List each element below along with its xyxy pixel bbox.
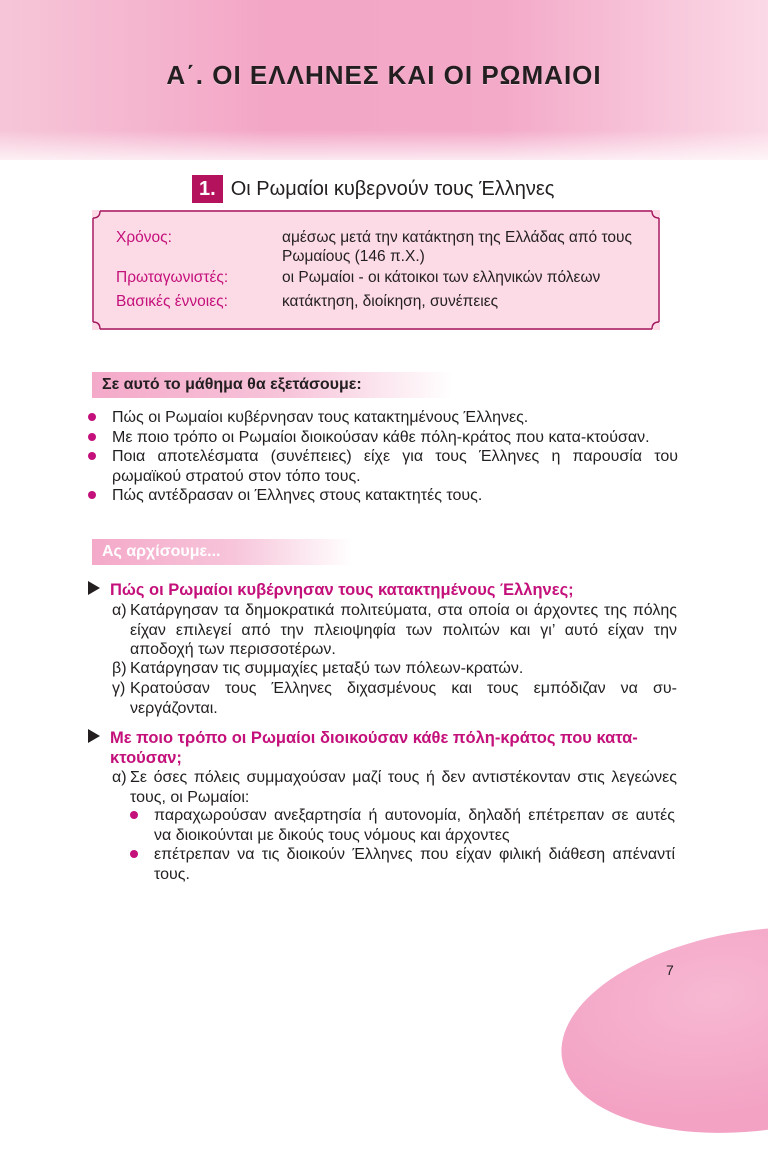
info-value: οι Ρωμαίοι - οι κάτοικοι των ελληνικών πόλεων — [282, 269, 601, 286]
question-1-text: Πώς οι Ρωμαίοι κυβέρνησαν τους κατακτημένους Έλληνες; — [110, 581, 574, 599]
list-item-text: Πώς οι Ρωμαίοι κυβέρνησαν τους κατακτημένους Έλληνες. — [112, 409, 529, 426]
arrow-right-icon — [88, 729, 100, 743]
answer-text: Κρατούσαν τους Έλληνες διχασμένους και τους εμπόδιζαν να συ-νεργάζονται. — [130, 680, 677, 717]
info-value: αμέσως μετά την κατάκτηση της Ελλάδας από τους Ρωμαίους (146 π.Χ.) — [282, 229, 632, 265]
info-box — [92, 210, 660, 330]
sub-bullet — [130, 845, 675, 884]
header-fade — [0, 130, 768, 170]
list-item — [88, 447, 678, 486]
page-number: 7 — [666, 962, 674, 978]
examine-bullet-list — [88, 408, 678, 506]
answer-letter: α) — [112, 602, 127, 619]
answer-letter: α) — [112, 769, 127, 786]
answer-text: Κατάργησαν τις συμμαχίες μεταξύ των πόλεων-κρατών. — [130, 660, 524, 677]
lesson-title — [192, 174, 554, 204]
info-label: Πρωταγωνιστές: — [116, 269, 229, 286]
question-2 — [88, 728, 688, 768]
answer-letter: γ) — [112, 680, 126, 697]
bullet-icon — [88, 452, 96, 460]
list-item — [88, 486, 678, 506]
list-item — [88, 408, 678, 428]
bullet-icon — [130, 850, 138, 858]
question-2-text: Με ποιο τρόπο οι Ρωμαίοι διοικούσαν κάθε πόλη-κράτος που κατα-κτούσαν; — [110, 729, 638, 767]
answer-b — [112, 659, 677, 679]
info-value: κατάκτηση, διοίκηση, συνέπειες — [282, 293, 499, 310]
list-item — [88, 428, 678, 448]
corner-decoration — [548, 903, 768, 1157]
answer-text: Σε όσες πόλεις συμμαχούσαν μαζί τους ή δεν αντιστέκονταν στις λεγεώνες τους, οι Ρωμαίοι: — [130, 769, 677, 806]
sub-bullet-text: παραχωρούσαν ανεξαρτησία ή αυτονομία, δηλαδή επέτρεπαν σε αυτές να διοικούνται με δικούς τους νόμους και άρχοντες — [154, 807, 675, 844]
answer-a — [112, 601, 677, 660]
bullet-icon — [88, 413, 96, 421]
sub-bullet — [130, 806, 675, 845]
section-heading-examine: Σε αυτό το μάθημα θα εξετάσουμε: — [92, 372, 452, 398]
question-1 — [88, 580, 688, 600]
answer-a — [112, 768, 677, 807]
arrow-right-icon — [88, 581, 100, 595]
info-label: Βασικές έννοιες: — [116, 293, 228, 310]
list-item-text: Με ποιο τρόπο οι Ρωμαίοι διοικούσαν κάθε πόλη-κράτος που κατα-κτούσαν. — [112, 428, 650, 446]
bullet-icon — [88, 491, 96, 499]
list-item-text: Πώς αντέδρασαν οι Έλληνες στους κατακτητές τους. — [112, 487, 483, 504]
answer-text: Κατάργησαν τα δημοκρατικά πολιτεύματα, στα οποία οι άρχοντες της πόλης είχαν επιλεγεί από την πλειοψηφία των πολιτών και γι’ αυτό είχαν την αποδοχή των περισσοτέρων. — [130, 602, 677, 658]
info-label: Χρόνος: — [116, 229, 172, 246]
sub-bullet-text: επέτρεπαν να τις διοικούν Έλληνες που είχαν φιλική διάθεση απέναντί τους. — [154, 846, 675, 883]
answer-c — [112, 679, 677, 718]
lesson-title-text: Οι Ρωμαίοι κυβερνούν τους Έλληνες — [230, 177, 555, 200]
section-heading-start: Ας αρχίσουμε... — [92, 539, 352, 565]
list-item-text: Ποια αποτελέσματα (συνέπειες) είχε για τους Έλληνες η παρουσία του ρωμαϊκού στρατού στον τόπο τους. — [112, 448, 678, 485]
bullet-icon — [130, 811, 138, 819]
chapter-title: Α΄. ΟΙ ΕΛΛΗΝΕΣ ΚΑΙ ΟΙ ΡΩΜΑΙΟΙ — [166, 60, 602, 90]
lesson-number-badge: 1. — [192, 175, 223, 203]
bullet-icon — [88, 433, 96, 441]
answer-letter: β) — [112, 660, 127, 677]
